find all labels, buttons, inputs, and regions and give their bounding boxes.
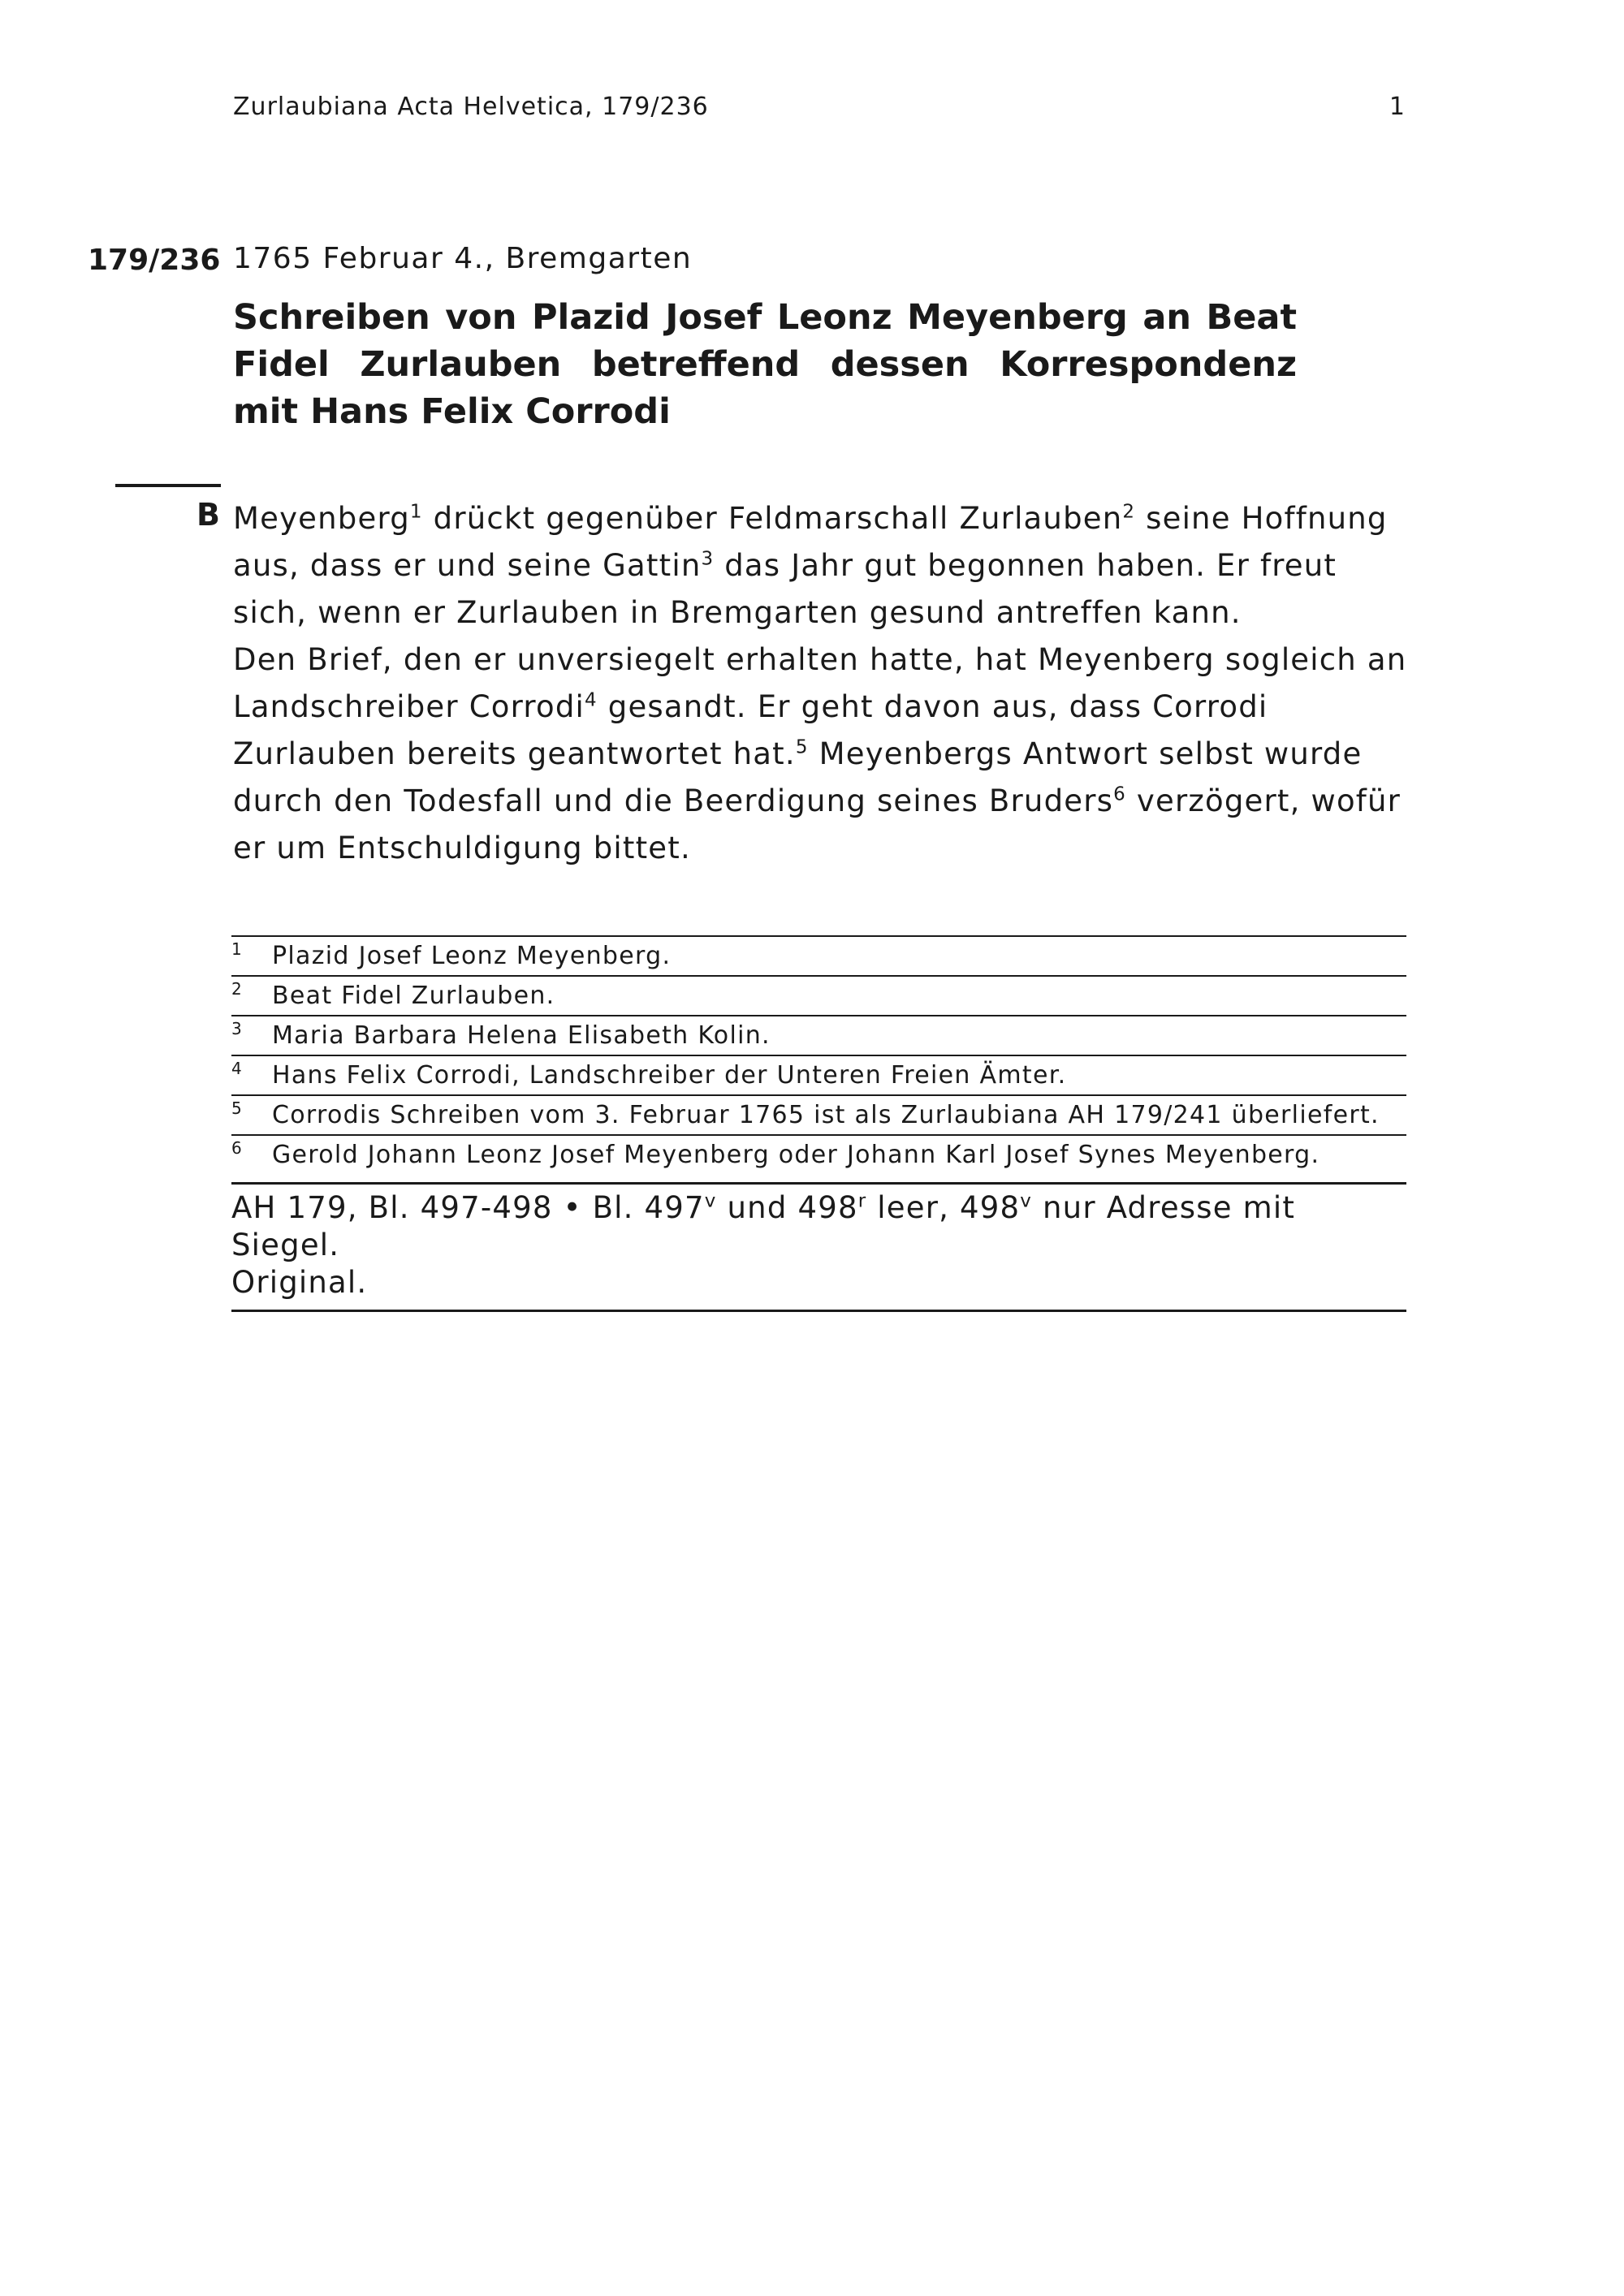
page-number: 1 bbox=[1389, 93, 1405, 121]
footnote-text: Corrodis Schreiben vom 3. Februar 1765 ist als Zurlaubiana AH 179/241 überliefert. bbox=[272, 1101, 1380, 1129]
source-text: leer, 498 bbox=[866, 1190, 1021, 1225]
footnote-text: Hans Felix Corrodi, Landschreiber der Unteren Freien Ämter. bbox=[272, 1061, 1067, 1090]
body-text-segment: gesandt. Er geht davon aus, dass Corrodi Zurlauben bereits geantwortet hat. bbox=[233, 689, 1268, 771]
regest-body bbox=[233, 495, 1410, 872]
folio-side: v bbox=[704, 1190, 717, 1212]
body-text-segment: seine Hoffnung aus, dass er und seine Gattin bbox=[233, 501, 1388, 583]
footnote-ref[interactable]: 4 bbox=[585, 689, 598, 711]
footnote-ref[interactable]: 6 bbox=[1113, 783, 1126, 805]
body-paragraph-1 bbox=[233, 495, 1410, 637]
body-text-segment: Meyenbergs Antwort selbst wurde durch den Todesfall und die Beerdigung seines Bruders bbox=[233, 736, 1363, 818]
footnote-text: Beat Fidel Zurlauben. bbox=[272, 982, 555, 1010]
footnote-item bbox=[231, 1094, 1406, 1134]
folio-side: v bbox=[1020, 1190, 1033, 1212]
footnote-ref[interactable]: 3 bbox=[701, 548, 715, 570]
date-place: 1765 Februar 4., Bremgarten bbox=[233, 242, 693, 275]
source-text: AH 179, Bl. 497-498 • Bl. 497 bbox=[231, 1190, 705, 1225]
folio-side: r bbox=[857, 1190, 867, 1212]
footnote-number: 5 bbox=[231, 1098, 242, 1118]
body-text-segment: Den Brief, den er unversiegelt erhalten hatte, hat Meyenberg sogleich an Landschreiber Corrodi bbox=[233, 642, 1407, 724]
footnote-item bbox=[231, 935, 1406, 975]
body-text-segment: das Jahr gut begonnen haben. Er freut sich, wenn er Zurlauben in Bremgarten gesund antreffen kann. bbox=[233, 548, 1337, 630]
source-text: und 498 bbox=[716, 1190, 858, 1225]
footnote-item bbox=[231, 1134, 1406, 1181]
source-note bbox=[231, 1182, 1406, 1312]
footnote-number: 4 bbox=[231, 1059, 242, 1078]
footnote-text: Maria Barbara Helena Elisabeth Kolin. bbox=[272, 1021, 771, 1050]
section-marker: B bbox=[197, 497, 220, 533]
footnote-ref[interactable]: 5 bbox=[795, 736, 809, 758]
body-paragraph-2 bbox=[233, 637, 1410, 872]
footnote-ref[interactable]: 1 bbox=[409, 501, 423, 523]
section-rule bbox=[115, 484, 221, 487]
footnote-text: Gerold Johann Leonz Josef Meyenberg oder Johann Karl Josef Synes Meyenberg. bbox=[272, 1141, 1320, 1169]
body-text-segment: Meyenberg bbox=[233, 501, 410, 536]
source-text: nur Adresse mit Siegel. bbox=[231, 1190, 1296, 1262]
footnote-number: 2 bbox=[231, 979, 242, 999]
footnote-text: Plazid Josef Leonz Meyenberg. bbox=[272, 942, 672, 970]
footnote-item bbox=[231, 975, 1406, 1015]
document-title: Schreiben von Plazid Josef Leonz Meyenberg an Beat Fidel Zurlauben betreffend dessen Korrespondenz mit Hans Felix Corrodi bbox=[233, 297, 1297, 432]
body-text-segment: drückt gegenüber Feldmarschall Zurlauben bbox=[422, 501, 1123, 536]
footnote-list bbox=[231, 935, 1406, 1181]
body-text-segment: verzögert, wofür er um Entschuldigung bittet. bbox=[233, 783, 1402, 865]
footnote-number: 6 bbox=[231, 1138, 242, 1158]
running-header-title: Zurlaubiana Acta Helvetica, 179/236 bbox=[233, 93, 709, 121]
footnote-number: 3 bbox=[231, 1019, 242, 1038]
footnote-item bbox=[231, 1015, 1406, 1055]
footnote-item bbox=[231, 1055, 1406, 1094]
source-line-2: Original. bbox=[231, 1265, 368, 1300]
footnote-ref[interactable]: 2 bbox=[1122, 501, 1136, 523]
footnote-number: 1 bbox=[231, 939, 242, 959]
source-line-1 bbox=[231, 1189, 1406, 1264]
document-number: 179/236 bbox=[88, 244, 221, 277]
